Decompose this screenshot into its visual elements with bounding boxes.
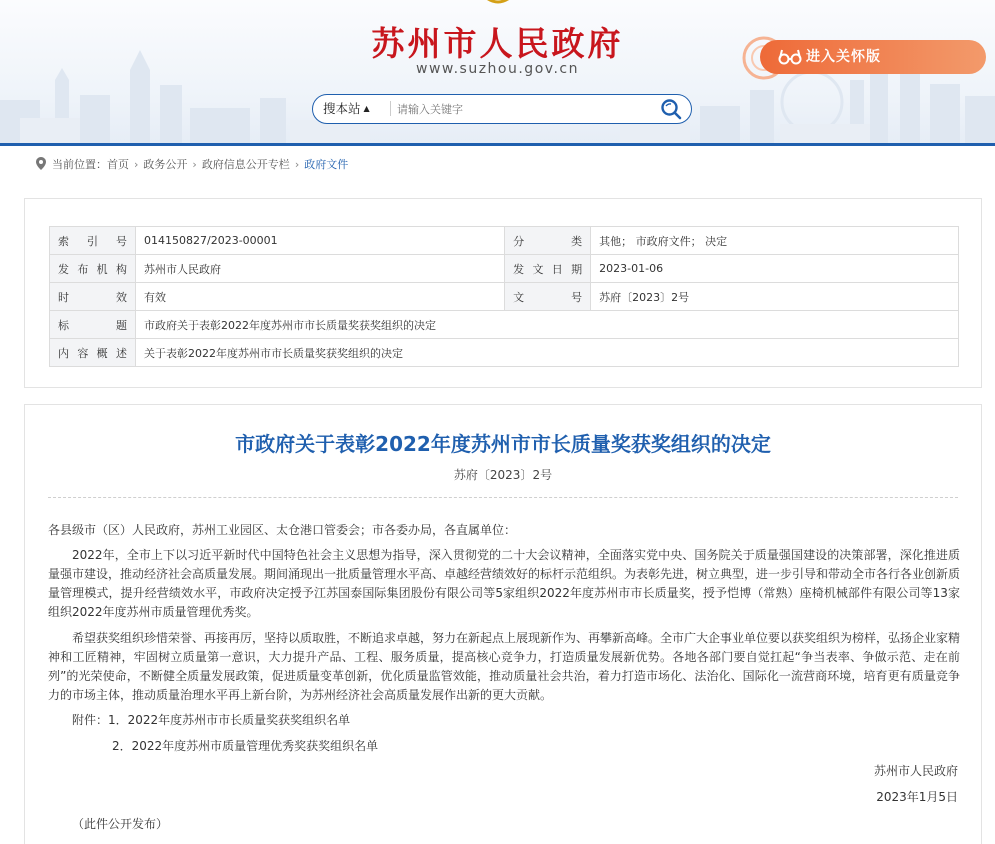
care-mode-button[interactable]: [760, 40, 986, 74]
breadcrumb-gov-documents[interactable]: 政府文件: [304, 158, 349, 171]
caret-up-icon: ▲: [363, 104, 370, 113]
article-doc-number: 苏府〔2023〕2号: [453, 468, 553, 482]
header-divider: [0, 143, 995, 146]
meta-value-issuer: 苏州市人民政府: [136, 255, 505, 283]
meta-row: [50, 339, 959, 367]
attachment-2: 2．2022年度苏州市质量管理优秀奖获奖组织名单: [112, 739, 379, 753]
meta-value-summary: 关于表彰2022年度苏州市市长质量奖获奖组织的决定: [136, 339, 959, 367]
search-scope-label: 搜本站: [323, 101, 361, 116]
meta-value-date: 2023-01-06: [591, 255, 959, 283]
meta-label-docno: 文 号: [505, 283, 591, 311]
article-sign-date: 2023年1月5日: [876, 790, 958, 804]
publication-note: （此件公开发布）: [72, 817, 169, 831]
meta-label-category: 分 类: [505, 227, 591, 255]
article-divider: [48, 497, 958, 498]
meta-value-title: 市政府关于表彰2022年度苏州市市长质量奖获奖组织的决定: [136, 311, 959, 339]
search-input[interactable]: [395, 98, 654, 121]
meta-value-docno: 苏府〔2023〕2号: [591, 283, 959, 311]
site-title: 苏州市人民政府: [371, 24, 624, 63]
meta-row: [50, 311, 959, 339]
attachment-1: 附件：1．2022年度苏州市市长质量奖获奖组织名单: [72, 713, 351, 727]
meta-row: [50, 255, 959, 283]
care-mode-label: 进入关怀版: [806, 49, 881, 65]
search-scope-select[interactable]: [323, 95, 370, 122]
meta-label-index: 索 引 号: [50, 227, 136, 255]
national-emblem-icon: [478, 0, 518, 8]
breadcrumb: [36, 157, 348, 173]
document-meta-table: [49, 226, 959, 367]
meta-label-validity: 时 效: [50, 283, 136, 311]
breadcrumb-separator: ›: [294, 158, 300, 171]
article-salutation: 各县级市（区）人民政府，苏州工业园区、太仓港口管委会；市各委办局，各直属单位：: [48, 523, 517, 537]
site-url: www.suzhou.gov.cn: [416, 61, 579, 77]
breadcrumb-home[interactable]: 首页: [107, 158, 129, 171]
meta-value-category: 其他； 市政府文件； 决定: [591, 227, 959, 255]
breadcrumb-separator: ›: [134, 158, 139, 171]
breadcrumb-info-disclosure[interactable]: 政府信息公开专栏: [201, 158, 290, 171]
meta-label-summary: 内容概述: [50, 339, 136, 367]
search-icon[interactable]: [659, 97, 683, 121]
meta-label-date: 发文日期: [505, 255, 591, 283]
location-pin-icon: [36, 157, 46, 170]
search-bar: [312, 94, 692, 124]
meta-value-index: 014150827/2023-00001: [136, 227, 505, 255]
article-paragraph-1: 2022年，全市上下以习近平新时代中国特色社会主义思想为指导，深入贯彻党的二十大会议精神，全面落实党中央、国务院关于质量强国建设的决策部署，深化推进质量强市建设，推动经济社会高质量发展。期间涌现出一批质量管理水平高、卓越经营绩效好的标杆示范组织。为表彰先进，树立典型，进一步引导和带动全市各行各业创新质量管理模式，提升经营绩效水平，市政府决定授予江苏国泰国际集团股份有限公司等5家组织2022年度苏州市市长质量奖，授予恺博（常熟）座椅机械部件有限公司等13家组织2022年度苏州市质量管理优秀奖。: [48, 548, 961, 619]
meta-label-issuer: 发布机构: [50, 255, 136, 283]
article-signature: 苏州市人民政府: [873, 764, 958, 778]
article-paragraph-2: 希望获奖组织珍惜荣誉、再接再厉，坚持以质取胜，不断追求卓越，努力在新起点上展现新作为、再攀新高峰。全市广大企事业单位要以获奖组织为榜样，弘扬企业家精神和工匠精神，牢固树立质量第一意识，大力提升产品、工程、服务质量，提高核心竞争力，打造质量发展新优势。各地各部门要自觉扛起“争当表率、争做示范、走在前列”的光荣使命，不断健全质量发展政策，促进质量变革创新，优化质量监管效能，推动质量社会共治，着力打造市场化、法治化、国际化一流营商环境，培育更有质量竞争力的市场主体，推动质量治理水平再上新台阶，为苏州经济社会高质量发展作出新的更大贡献。: [48, 631, 961, 702]
breadcrumb-gov-affairs[interactable]: 政务公开: [143, 158, 188, 171]
site-header: [0, 0, 995, 143]
breadcrumb-separator: ›: [192, 158, 197, 171]
document-meta-card: [24, 198, 982, 388]
meta-row: [50, 283, 959, 311]
glasses-icon: [778, 46, 802, 68]
breadcrumb-prefix: 当前位置：: [52, 158, 107, 171]
meta-value-validity: 有效: [136, 283, 505, 311]
meta-label-title: 标 题: [50, 311, 136, 339]
search-divider: [390, 101, 391, 116]
article-title: 市政府关于表彰2022年度苏州市市长质量奖获奖组织的决定: [235, 432, 771, 456]
meta-row: [50, 227, 959, 255]
